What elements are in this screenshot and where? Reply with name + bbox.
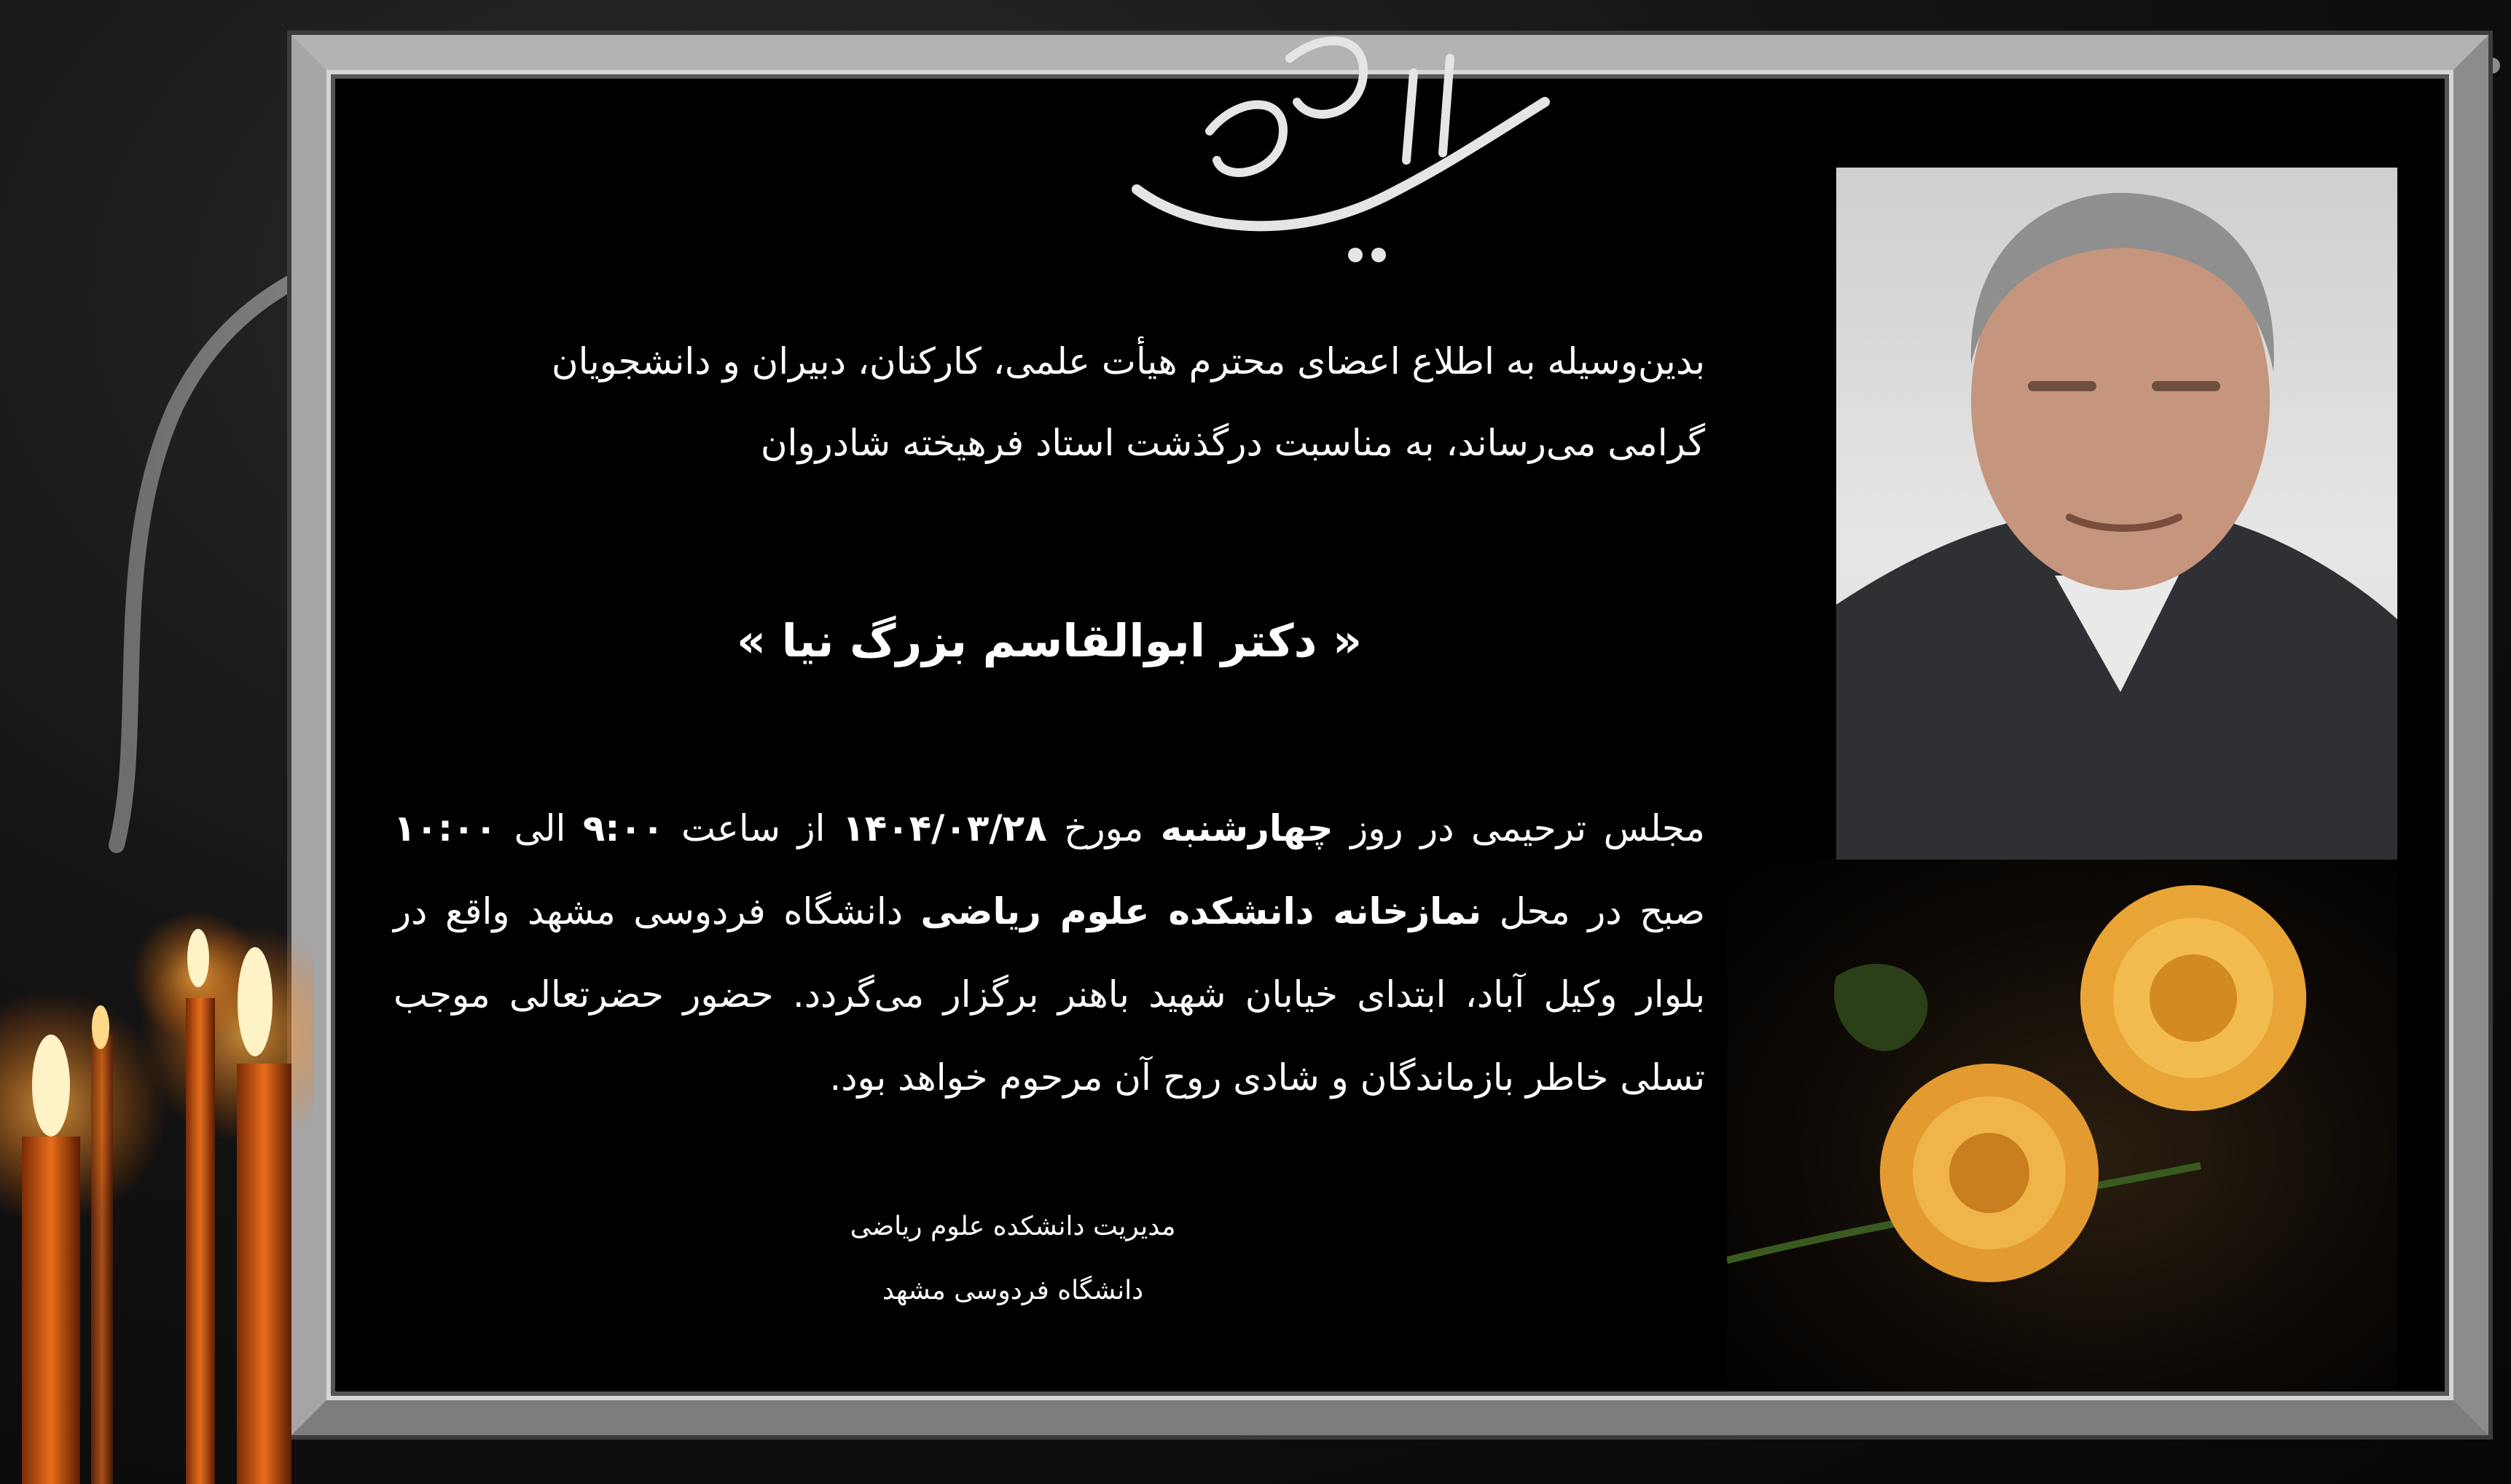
deceased-name: « دکتر ابوالقاسم بزرگ نیا » [736,614,1363,667]
signature-block [758,1195,1268,1323]
intro-line-2: گرامی می‌رساند، به مناسبت درگذشت استاد فرهیخته شادروان [760,422,1705,464]
ceremony-end-time: ۱۰:۰۰ [393,807,498,849]
announcement-intro [393,321,1705,484]
portrait-photo [1836,168,2397,860]
ceremony-text: دانشگاه فردوسی مشهد واقع در بلوار وکیل آباد، ابتدای خیابان شهید باهنر برگزار می‌گردد. [393,890,1705,1016]
ceremony-day: چهارشنبه [1160,807,1333,849]
ceremony-text: مجلس ترحیمی در روز [1350,807,1705,849]
calligraphy-logo [1108,15,1559,277]
ceremony-text: الی [514,807,566,849]
ceremony-details [393,787,1705,1119]
ceremony-start-time: ۹:۰۰ [582,807,665,849]
signature-line-2: دانشگاه فردوسی مشهد [882,1276,1144,1306]
roses-image [1727,860,2397,1391]
ceremony-text: از ساعت [681,807,826,849]
signature-line-1: مدیریت دانشکده علوم ریاضی [850,1212,1176,1241]
intro-line-1: بدین‌وسیله به اطلاع اعضای محترم هیأت علمی، کارکنان، دبیران و دانشجویان [551,340,1705,382]
ceremony-date: ۱۴۰۴/۰۳/۲۸ [842,807,1047,849]
ceremony-text: مورخ [1064,807,1144,849]
candles-image [0,801,313,1484]
ceremony-venue: نمازخانه دانشکده علوم ریاضی [920,890,1482,933]
ceremony-closing: حضور حضرتعالی موجب تسلی خاطر بازماندگان و شادی روح آن مرحوم خواهد بود. [393,973,1705,1099]
ceremony-text: صبح در محل [1499,890,1705,933]
